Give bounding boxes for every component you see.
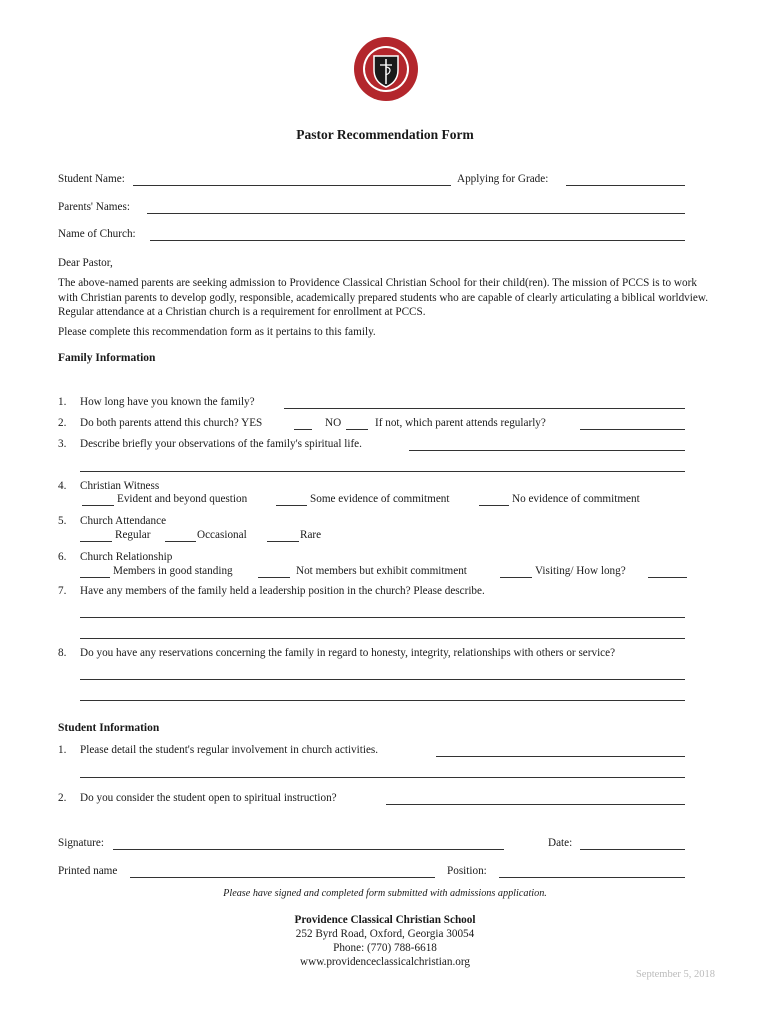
church-name-label: Name of Church: xyxy=(58,228,136,240)
q4-opt2: Some evidence of commitment xyxy=(310,493,450,505)
q4-number: 4. xyxy=(58,480,67,492)
q4-opt3: No evidence of commitment xyxy=(512,493,640,505)
q8-answer-line1[interactable] xyxy=(80,679,685,680)
s1-answer[interactable] xyxy=(436,756,685,757)
applying-grade-field[interactable] xyxy=(566,185,685,186)
q6-visiting-answer[interactable] xyxy=(648,577,687,578)
parents-names-label: Parents' Names: xyxy=(58,201,130,213)
q5-opt1-blank[interactable] xyxy=(80,541,112,542)
q2-yes-blank[interactable] xyxy=(294,429,312,430)
q2-number: 2. xyxy=(58,417,67,429)
q8-number: 8. xyxy=(58,647,67,659)
student-name-field[interactable] xyxy=(133,185,451,186)
q8-text: Do you have any reservations concerning the family in regard to honesty, integrity, relationships with others or service? xyxy=(80,647,616,659)
signature-label: Signature: xyxy=(58,837,104,849)
footer-website[interactable]: www.providenceclassicalchristian.org xyxy=(300,956,470,968)
q6-opt2: Not members but exhibit commitment xyxy=(296,565,467,577)
q3-answer-line2[interactable] xyxy=(80,471,685,472)
q3-text: Describe briefly your observations of the family's spiritual life. xyxy=(80,438,362,450)
q5-number: 5. xyxy=(58,515,67,527)
q2-answer[interactable] xyxy=(580,429,685,430)
footer-school: Providence Classical Christian School xyxy=(294,914,476,926)
position-field[interactable] xyxy=(499,877,685,878)
church-name-field[interactable] xyxy=(150,240,685,241)
q3-number: 3. xyxy=(58,438,67,450)
page-title: Pastor Recommendation Form xyxy=(296,127,474,142)
q6-opt2-blank[interactable] xyxy=(258,577,290,578)
q8-answer-line2[interactable] xyxy=(80,700,685,701)
applying-grade-label: Applying for Grade: xyxy=(457,173,549,185)
footer-phone: Phone: (770) 788-6618 xyxy=(333,942,437,954)
q7-answer-line1[interactable] xyxy=(80,617,685,618)
q4-opt1-blank[interactable] xyxy=(82,505,114,506)
q4-text: Christian Witness xyxy=(80,480,160,492)
student-heading: Student Information xyxy=(58,722,160,734)
q5-opt2-blank[interactable] xyxy=(165,541,196,542)
q2-text: Do both parents attend this church? YES xyxy=(80,417,263,429)
s2-number: 2. xyxy=(58,792,67,804)
s1-text: Please detail the student's regular involvement in church activities. xyxy=(80,744,379,756)
q7-number: 7. xyxy=(58,585,67,597)
q5-text: Church Attendance xyxy=(80,515,167,527)
letter-body: The above-named parents are seeking admission to Providence Classical Christian School for their child(ren). The mission of PCCS is to work with Christian parents to develop godly, responsible, academically prepared students who are capable of clearly articulating a biblical worldview. Regular attendance at a Christian church is a requirement for enrollment at PCCS. xyxy=(58,277,708,318)
q5-opt3: Rare xyxy=(300,529,322,541)
q3-answer[interactable] xyxy=(409,450,685,451)
position-label: Position: xyxy=(447,865,487,877)
q1-answer[interactable] xyxy=(284,408,685,409)
q6-number: 6. xyxy=(58,551,67,563)
q5-opt1: Regular xyxy=(115,529,151,541)
s1-answer-line2[interactable] xyxy=(80,777,685,778)
s2-text: Do you consider the student open to spiritual instruction? xyxy=(80,792,337,804)
q6-opt1: Members in good standing xyxy=(113,565,233,577)
q5-opt3-blank[interactable] xyxy=(267,541,299,542)
printed-name-label: Printed name xyxy=(58,865,118,877)
q7-text: Have any members of the family held a leadership position in the church? Please describe. xyxy=(80,585,485,597)
family-heading: Family Information xyxy=(58,352,156,364)
q6-opt1-blank[interactable] xyxy=(80,577,110,578)
q5-opt2: Occasional xyxy=(197,529,247,541)
submission-note: Please have signed and completed form submitted with admissions application. xyxy=(223,888,547,899)
q4-opt2-blank[interactable] xyxy=(276,505,307,506)
footer-date: September 5, 2018 xyxy=(635,969,715,980)
q2-no-blank[interactable] xyxy=(346,429,368,430)
q2-no-label: NO xyxy=(325,417,342,429)
q2-tail: If not, which parent attends regularly? xyxy=(375,417,546,429)
greeting: Dear Pastor, xyxy=(58,257,113,269)
signature-field[interactable] xyxy=(113,849,504,850)
q7-answer-line2[interactable] xyxy=(80,638,685,639)
q6-text: Church Relationship xyxy=(80,551,173,563)
q1-number: 1. xyxy=(58,396,67,408)
parents-names-field[interactable] xyxy=(147,213,685,214)
q4-opt1: Evident and beyond question xyxy=(117,493,248,505)
printed-name-field[interactable] xyxy=(130,877,435,878)
instruction: Please complete this recommendation form as it pertains to this family. xyxy=(58,326,376,338)
q6-opt3-blank[interactable] xyxy=(500,577,532,578)
s2-answer[interactable] xyxy=(386,804,685,805)
s1-number: 1. xyxy=(58,744,67,756)
q1-text: How long have you known the family? xyxy=(80,396,255,408)
q6-opt3: Visiting/ How long? xyxy=(535,565,626,577)
footer-address: 252 Byrd Road, Oxford, Georgia 30054 xyxy=(295,928,475,940)
date-label: Date: xyxy=(548,837,573,849)
q4-opt3-blank[interactable] xyxy=(479,505,509,506)
student-name-label: Student Name: xyxy=(58,173,125,185)
school-logo xyxy=(353,36,419,102)
date-field[interactable] xyxy=(580,849,685,850)
